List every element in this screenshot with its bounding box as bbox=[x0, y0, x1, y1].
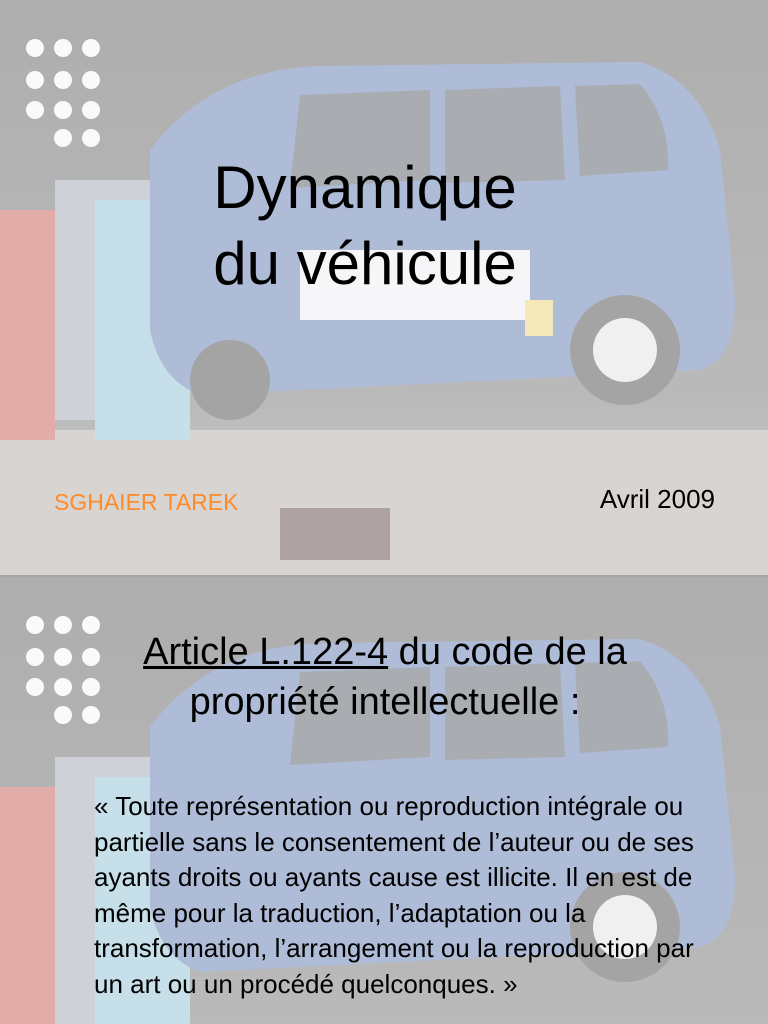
author-name: SGHAIER TAREK bbox=[54, 489, 239, 515]
presentation-date: Avril 2009 bbox=[599, 484, 715, 514]
article-reference-link: Article L.122-4 bbox=[143, 631, 389, 673]
slide-title bbox=[0, 150, 730, 302]
legal-quote: « Toute représentation ou reproduction intégrale ou partielle sans le consentement de l’auteur ou de ses ayants droits ou ayants cause est illicite. Il en est de même pour la traduction, l’adaptation ou la transformation, l’arrangement ou la reproduction par un art ou un procédé quelconques. » bbox=[94, 791, 694, 999]
title-line-2: propriété intellectuelle : bbox=[189, 681, 581, 723]
title-line-1: Dynamique bbox=[213, 154, 517, 221]
copyright-slide bbox=[0, 577, 768, 1024]
slide-title bbox=[40, 627, 730, 727]
title-rest: du code de la bbox=[388, 631, 627, 673]
title-line-2: du véhicule bbox=[213, 230, 517, 297]
